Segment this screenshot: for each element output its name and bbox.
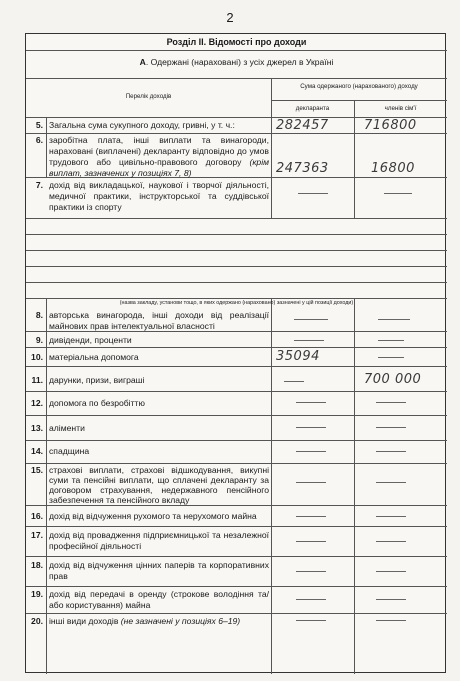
column-header-declarant: декларанта xyxy=(295,105,330,112)
row-11-label: дарунки, призи, виграші xyxy=(49,375,145,385)
row-5-label: Загальна сума сукупного доходу, гривні, у т. ч.: xyxy=(49,120,235,130)
row-16-number: 16. xyxy=(31,511,43,521)
row-9-number: 9. xyxy=(35,335,43,345)
row-19-number: 19. xyxy=(31,589,43,599)
column-header-income-list: Перелік доходів xyxy=(125,93,172,100)
row-14-label: спадщина xyxy=(49,446,90,456)
page-number: 2 xyxy=(226,10,234,25)
row-13-label: аліменти xyxy=(49,423,85,433)
row-18-label: дохід від відчуження цінних паперів та корпоративних прав xyxy=(49,560,269,581)
row-13-number: 13. xyxy=(31,423,43,433)
row-8-number: 8. xyxy=(35,310,43,320)
source-note: (назва закладу, установи тощо, в яких одержано (нараховано) зазначені у цій позиції доходи) xyxy=(119,300,354,306)
row-15-label: страхові виплати, страхові відшкодування, викупні суми та пенсійні виплати, що сплачені декларанту за договором страхування, недержавного пенсійного забезпечення та пенсійного вкладу xyxy=(49,465,269,505)
row-19-label: дохід від передачі в оренду (строкове володіння та/або користування) майна xyxy=(49,589,269,610)
row-7-label: дохід від викладацької, наукової і творчої діяльності, медичної практики, інструкторської та суддівської практики із спорту xyxy=(49,180,269,212)
row-11-number: 11. xyxy=(31,375,43,385)
row-8-label: авторська винагорода, інші доходи від реалізації майнових прав інтелектуальної власності xyxy=(49,310,269,331)
row-15-number: 15. xyxy=(31,465,43,475)
row-12-number: 12. xyxy=(31,398,43,408)
row-20-label: інші види доходів (не зазначені у позиціях 6–19) xyxy=(49,616,241,626)
row-5-declarant-value: 282457 xyxy=(276,118,329,133)
income-form xyxy=(25,33,446,673)
column-header-family: членів сім'ї xyxy=(384,105,417,112)
row-14-number: 14. xyxy=(31,446,43,456)
row-6-number: 6. xyxy=(35,135,43,145)
row-6-declarant-value: 247363 xyxy=(276,161,329,176)
row-18-number: 18. xyxy=(31,560,43,570)
section-title: Розділ ІІ. Відомості про доходи xyxy=(166,37,307,47)
row-10-declarant-value: 35094 xyxy=(276,349,320,364)
subsection-title: А. Одержані (нараховані) з усіх джерел в Україні xyxy=(139,57,334,67)
row-6-family-value: 16800 xyxy=(371,161,415,176)
row-5-number: 5. xyxy=(35,120,43,130)
row-10-label: матеріальна допомога xyxy=(49,352,139,362)
row-10-number: 10. xyxy=(31,352,43,362)
row-7-number: 7. xyxy=(35,180,43,190)
row-16-label: дохід від відчуження рухомого та нерухомого майна xyxy=(49,511,257,521)
row-9-label: дивіденди, проценти xyxy=(49,335,132,345)
row-17-number: 17. xyxy=(31,530,43,540)
row-6-label: заробітна плата, інші виплати та винагороди, нараховані (виплачені) декларанту відповідно до умов трудового або цивільно-правового договору (крім виплат, зазначених у позиціях 7, 8) xyxy=(49,135,269,178)
row-5-family-value: 716800 xyxy=(364,118,417,133)
row-11-family-value: 700 000 xyxy=(364,372,422,387)
row-17-label: дохід від провадження підприємницької та незалежної професійної діяльності xyxy=(49,530,269,551)
row-20-number: 20. xyxy=(31,616,43,626)
row-12-label: допомога по безробіттю xyxy=(49,398,145,408)
column-header-amount: Сума одержаного (нарахованого) доходу xyxy=(300,83,418,90)
